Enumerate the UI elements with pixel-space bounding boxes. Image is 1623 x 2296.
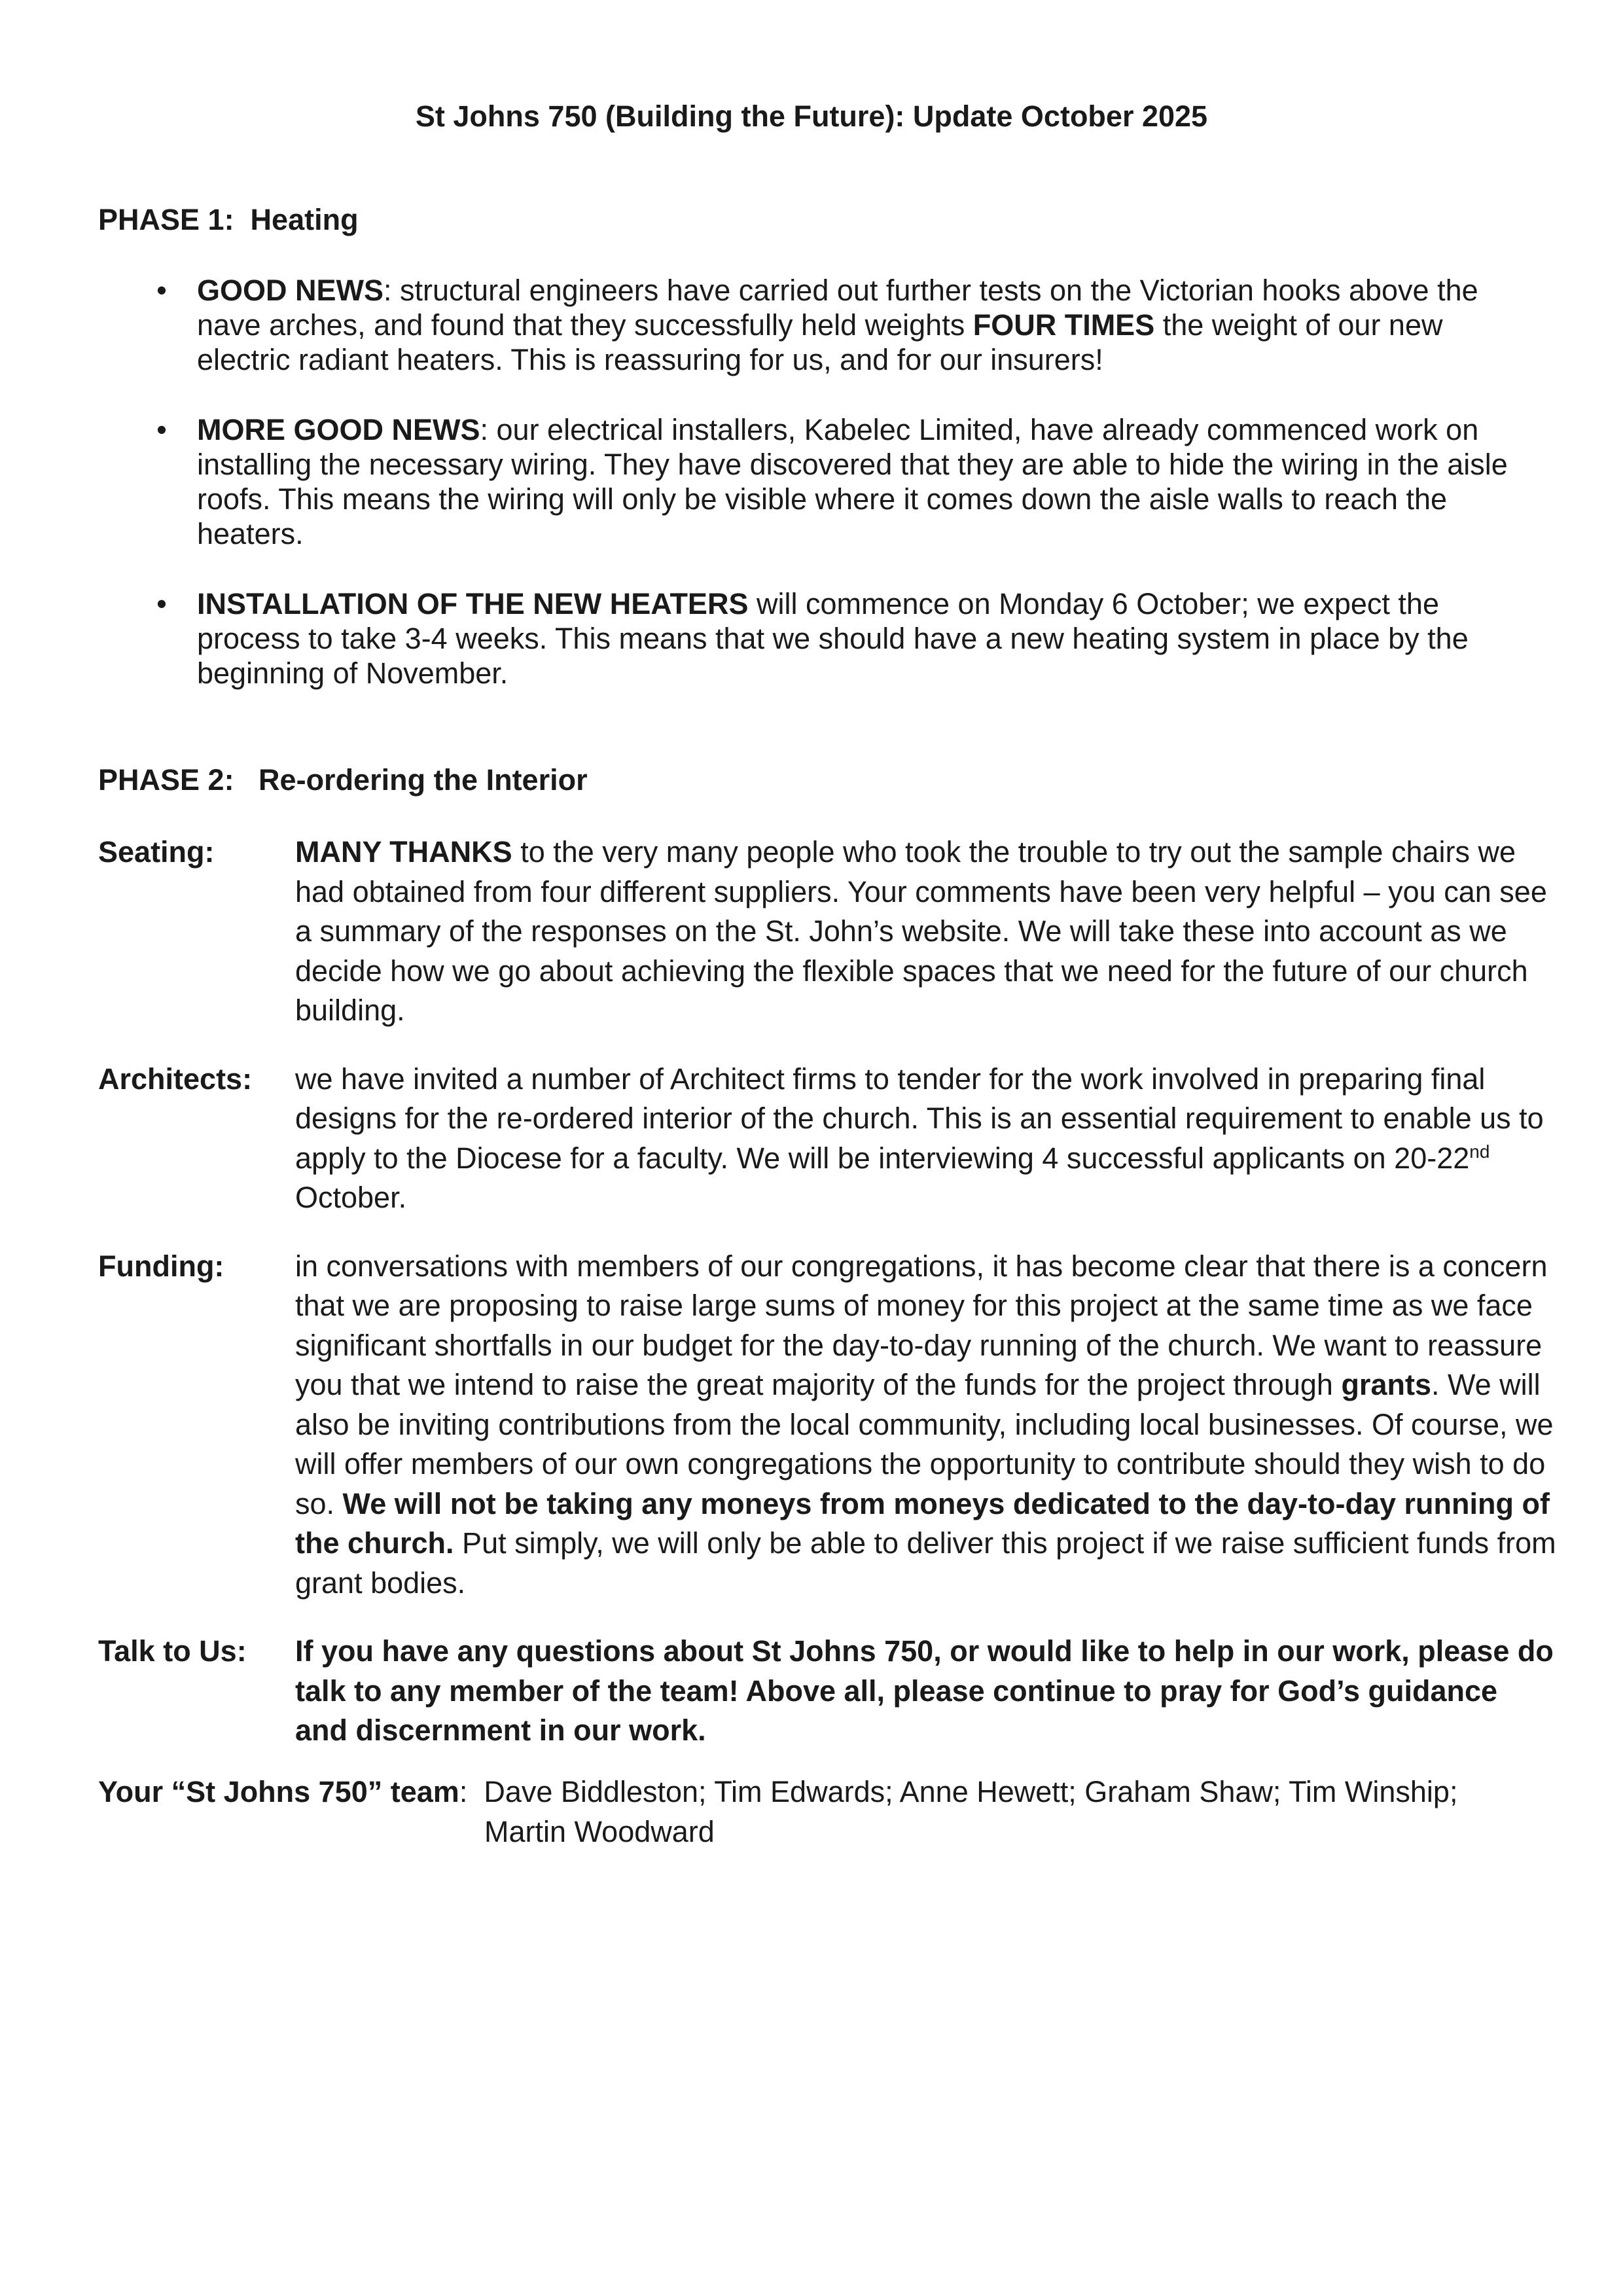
bullet-icon: • — [156, 587, 167, 620]
team-line-1 — [98, 1772, 1558, 1812]
funding-body-c: Put simply, we will only be able to deliver this project if we raise sufficient funds from grant bodies. — [295, 1526, 1556, 1600]
bullet-icon: • — [156, 274, 167, 307]
bullet-good-news — [156, 273, 1539, 377]
architects-body-end: October. — [295, 1181, 407, 1214]
phase2-sections — [98, 833, 1558, 1780]
funding-bold-statement: We will not be taking any moneys from moneys dedicated to the day-to-day running of the church. — [295, 1486, 1550, 1560]
phase2-heading: PHASE 2: Re-ordering the Interior — [98, 763, 588, 797]
bullet-more-good-news — [156, 412, 1539, 551]
bullet-text: will commence on Monday 6 October; we expect the process to take 3-4 weeks. This means that we should have a new heating system in place by the beginning of November. — [197, 587, 1469, 690]
funding-bold-grants: grants — [1341, 1368, 1431, 1401]
seating-text — [295, 833, 1558, 1031]
bullet-lead: MORE GOOD NEWS — [197, 413, 480, 446]
funding-label: Funding: — [98, 1249, 224, 1283]
bullet-lead: GOOD NEWS — [197, 274, 384, 307]
seating-label: Seating: — [98, 835, 215, 869]
architects-body: we have invited a number of Architect firms to tender for the work involved in preparing final designs for the re-ordered interior of the church. This is an essential requirement to enable us to apply to the Diocese for a faculty. We will be interviewing 4 successful applicants on 20-22 — [295, 1062, 1544, 1175]
bullet-icon: • — [156, 413, 167, 446]
seating-body: to the very many people who took the trouble to try out the sample chairs we had obtained from four different suppliers. Your comments have been very helpful – you can see a summary of the responses on the St. John’s website. We will take these into account as we decide how we go about achieving the flexible spaces that we need for the future of our church building. — [295, 835, 1547, 1027]
architects-label: Architects: — [98, 1062, 253, 1096]
phase1-bullet-list — [0, 273, 1623, 726]
architects-ordinal-sup: nd — [1469, 1141, 1490, 1162]
phase1-heading: PHASE 1: Heating — [98, 203, 359, 236]
architects-row — [98, 1060, 1558, 1218]
funding-body-b: . We will also be inviting contributions from the local community, including local businesses. Of course, we will offer members of our own congregations the opportunity to contribute should they wish to do so. — [295, 1368, 1554, 1520]
bullet-lead: INSTALLATION OF THE NEW HEATERS — [197, 587, 749, 620]
seating-row — [98, 833, 1558, 1031]
funding-body-a: in conversations with members of our congregations, it has become clear that there is a concern that we are proposing to raise large sums of money for this project at the same time as we face significant shortfalls in our budget for the day-to-day running of the church. We want to reassure you that we intend to raise the great majority of the funds for the project through — [295, 1249, 1548, 1401]
team-colon: : — [459, 1775, 484, 1808]
bullet-installation — [156, 586, 1539, 691]
architects-text — [295, 1060, 1558, 1218]
talk-row — [98, 1632, 1558, 1751]
document-title: St Johns 750 (Building the Future): Update October 2025 — [415, 99, 1208, 133]
funding-row — [98, 1247, 1558, 1604]
team-members-line2: Martin Woodward — [484, 1814, 715, 1848]
team-section — [98, 1772, 1558, 1852]
funding-text — [295, 1247, 1558, 1604]
bullet-emphasis: FOUR TIMES — [972, 308, 1155, 342]
team-members-line1: Dave Biddleston; Tim Edwards; Anne Hewett; Graham Shaw; Tim Winship; — [484, 1775, 1458, 1808]
talk-label: Talk to Us: — [98, 1634, 247, 1668]
bullet-text: : our electrical installers, Kabelec Limited, have already commenced work on installing the necessary wiring. They have discovered that they are able to hide the wiring in the aisle roofs. This means the wiring will only be visible where it comes down the aisle walls to reach the heaters. — [197, 413, 1508, 550]
bullet-text: : structural engineers have carried out further tests on the Victorian hooks above the nave arches, and found that they successfully held weights — [197, 274, 1478, 342]
team-label: Your “St Johns 750” team — [98, 1775, 459, 1808]
seating-lead: MANY THANKS — [295, 835, 512, 869]
talk-text: If you have any questions about St Johns 750, or would like to help in our work, please do talk to any member of the team! Above all, please continue to pray for God’s guidance and discernment in our work. — [295, 1634, 1554, 1747]
bullet-text-end: the weight of our new electric radiant heaters. This is reassuring for us, and for our insurers! — [197, 308, 1443, 376]
